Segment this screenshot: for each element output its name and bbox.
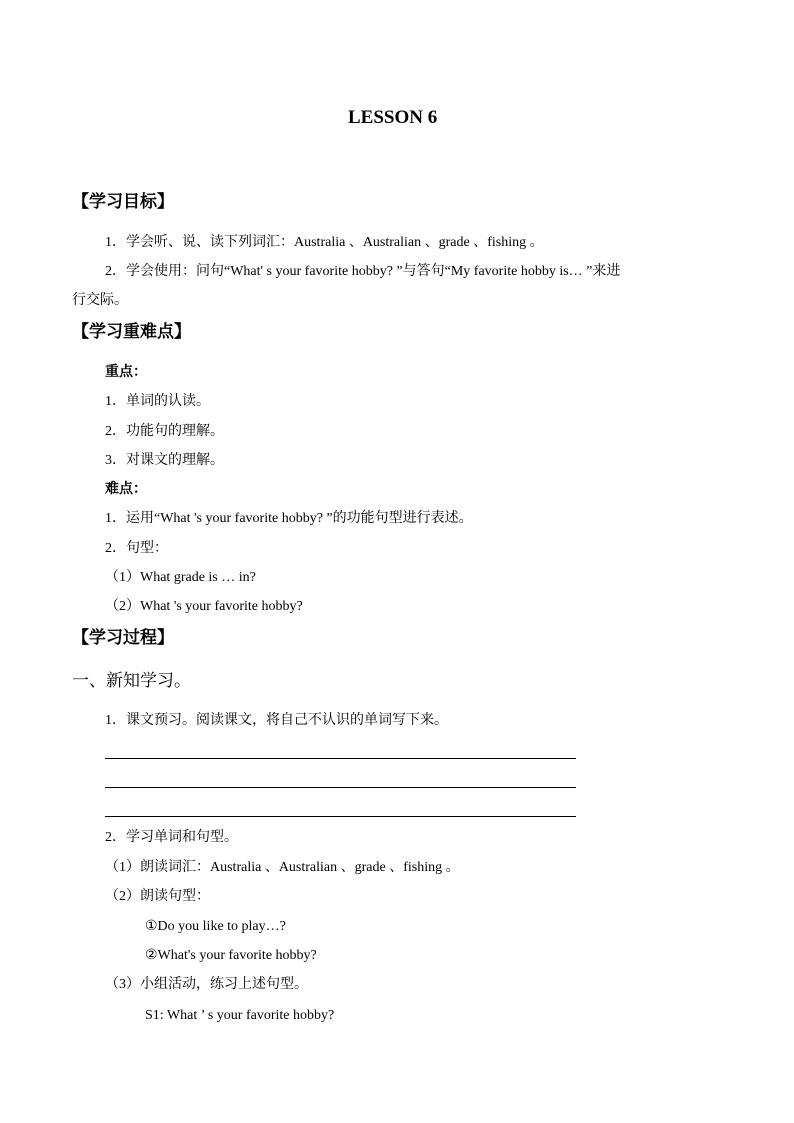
part-one-heading: 一、新知学习。 [72,671,191,690]
sentence-pattern: ①Do you like to play…? [145,919,286,934]
difficulty-label: 难点： [105,482,147,497]
answer-line [105,758,576,759]
answer-line [105,787,576,788]
difficulty-item: 2．句型： [105,541,168,556]
answer-line [105,816,576,817]
key-points-heading: 【学习重难点】 [72,322,191,341]
focus-item: 2．功能句的理解。 [105,424,224,439]
focus-item: 3．对课文的理解。 [105,453,224,468]
focus-label: 重点： [105,365,147,380]
dialogue-line: S1: What ’ s your favorite hobby? [145,1008,335,1023]
objectives-heading: 【学习目标】 [72,192,174,211]
difficulty-item: 1．运用“What 's your favorite hobby? ”的功能句型进行表述。 [105,511,473,526]
step-2-item: （2）朗读句型： [105,889,210,904]
step-2-item: （3）小组活动，练习上述句型。 [105,977,308,992]
objective-item-2-line2: 行交际。 [72,293,128,308]
step-2-item: （1）朗读词汇：Australia 、Australian 、grade 、fishing 。 [105,860,460,875]
difficulty-item: （1）What grade is … in? [105,570,256,585]
page-title: LESSON 6 [348,107,438,128]
difficulty-item: （2）What 's your favorite hobby? [105,599,303,614]
objective-item-2-line1: 2．学会使用：问句“What' s your favorite hobby? ”与答句“My favorite hobby is… ”来进 [105,264,621,279]
step-2: 2．学习单词和句型。 [105,830,238,845]
objective-item-1: 1．学会听、说、读下列词汇：Australia 、Australian 、grade 、fishing 。 [105,235,544,250]
process-heading: 【学习过程】 [72,628,174,647]
step-1: 1．课文预习。阅读课文，将自己不认识的单词写下来。 [105,713,448,728]
focus-item: 1．单词的认读。 [105,394,210,409]
sentence-pattern: ②What's your favorite hobby? [145,948,317,963]
